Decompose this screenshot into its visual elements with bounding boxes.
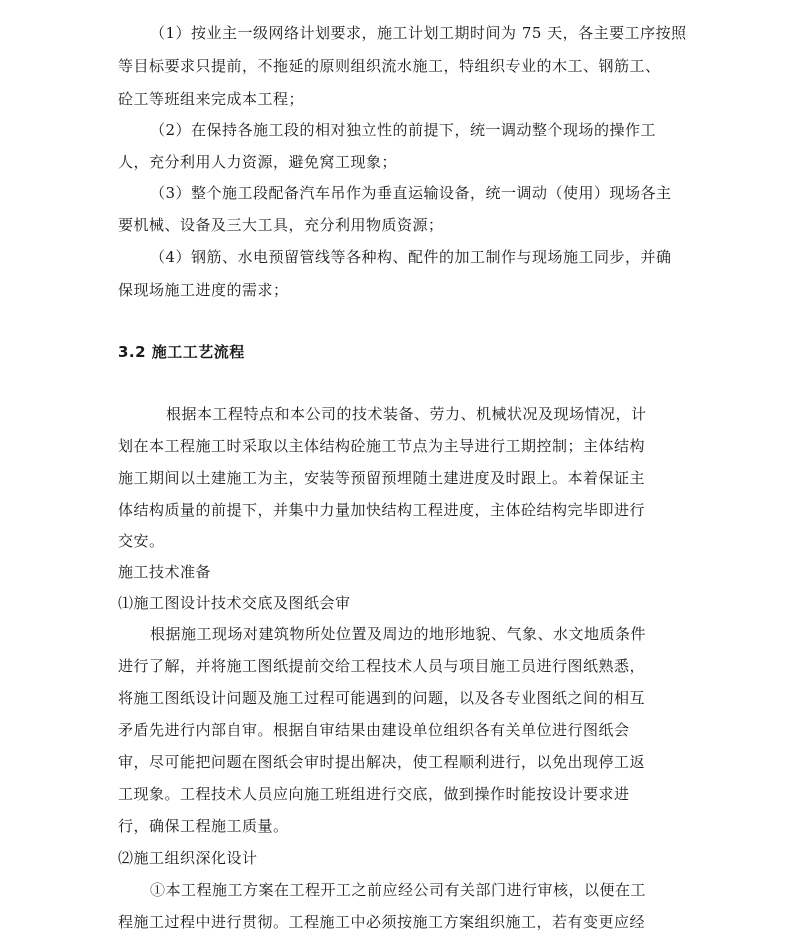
list-item-3-line-2: 要机械、设备及三大工具，充分利用物质资源； [118, 216, 444, 234]
body-line-1: 根据施工现场对建筑物所处位置及周边的地形地貌、气象、水文地质条件 [150, 625, 647, 643]
intro-line-5: 交安。 [118, 532, 165, 550]
section-heading: 3.2 施工工艺流程 [118, 343, 245, 361]
intro-line-4: 体结构质量的前提下，并集中力量加快结构工程进度，主体砼结构完毕即进行 [118, 501, 646, 519]
body-line-2: 进行了解，并将施工图纸提前交给工程技术人员与项目施工员进行图纸熟悉， [118, 657, 646, 675]
list-item-1-line-2: 等目标要求只提前，不拖延的原则组织流水施工，特组织专业的木工、钢筋工、 [118, 57, 661, 75]
intro-line-3: 施工期间以土建施工为主，安装等预留预埋随土建进度及时跟上。本着保证主 [118, 469, 646, 487]
body-line-6: 工现象。工程技术人员应向施工班组进行交底，做到操作时能按设计要求进 [118, 785, 630, 803]
body-line-3: 将施工图纸设计问题及施工过程可能遇到的问题，以及各专业图纸之间的相互 [118, 689, 646, 707]
list-item-3-line-1: （3）整个施工段配备汽车吊作为垂直运输设备，统一调动（使用）现场各主 [150, 184, 672, 202]
list-item-1-line-1: （1）按业主一级网络计划要求，施工计划工期时间为 75 天，各主要工序按照 [150, 24, 687, 42]
list-item-4-line-1: （4）钢筋、水电预留管线等各种构、配件的加工制作与现场施工同步，并确 [150, 248, 672, 266]
subheading-drawing-review: ⑴施工图设计技术交底及图纸会审 [118, 594, 351, 612]
intro-line-1: 根据本工程特点和本公司的技术装备、劳力、机械状况及现场情况，计 [166, 405, 647, 423]
final-line-2: 程施工过程中进行贯彻。工程施工中必须按施工方案组织施工，若有变更应经 [118, 913, 646, 931]
list-item-2-line-2: 人，充分利用人力资源，避免窝工现象； [118, 153, 398, 171]
body-line-5: 审，尽可能把问题在图纸会审时提出解决，使工程顺利进行，以免出现停工返 [118, 753, 646, 771]
list-item-4-line-2: 保现场施工进度的需求； [118, 281, 289, 299]
body-line-7: 行，确保工程施工质量。 [118, 817, 289, 835]
intro-line-2: 划在本工程施工时采取以主体结构砼施工节点为主导进行工期控制；主体结构 [118, 437, 646, 455]
final-line-1: ①本工程施工方案在工程开工之前应经公司有关部门进行审核，以便在工 [150, 881, 647, 899]
subheading-org-design: ⑵施工组织深化设计 [118, 849, 258, 867]
subheading-tech-prep: 施工技术准备 [118, 563, 212, 581]
list-item-2-line-1: （2）在保持各施工段的相对独立性的前提下，统一调动整个现场的操作工 [150, 121, 657, 139]
body-line-4: 矛盾先进行内部自审。根据自审结果由建设单位组织各有关单位进行图纸会 [118, 721, 630, 739]
list-item-1-line-3: 砼工等班组来完成本工程； [118, 90, 305, 108]
